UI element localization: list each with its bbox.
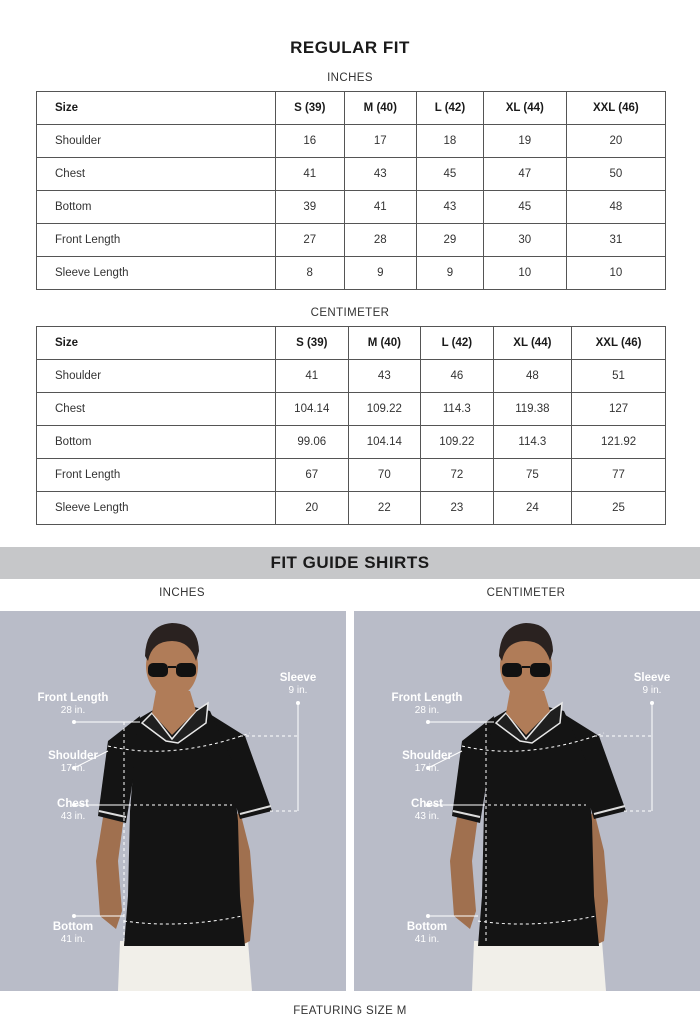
measurement-value: 41 [276,158,345,191]
table-row [37,224,666,257]
table-row [37,492,666,525]
chest-measure: Chest 43 in. [411,798,443,823]
measurement-name: Shoulder [37,125,276,158]
shoulder-measure: Shoulder 17 in. [402,750,452,775]
measurement-value: 127 [572,393,666,426]
measurement-value: 41 [276,360,349,393]
measurement-value: 114.3 [493,426,571,459]
table-header-row [37,92,666,125]
measurement-value: 48 [493,360,571,393]
measurement-value: 25 [572,492,666,525]
measurement-value: 39 [276,191,345,224]
sunglasses-left [502,663,522,677]
measurement-value: 109.22 [421,426,494,459]
chest-measure: Chest 43 in. [57,798,89,823]
measurement-value: 20 [276,492,349,525]
measurement-value: 48 [566,191,665,224]
header-size-column: M (40) [348,327,421,360]
measurement-value: 119.38 [493,393,571,426]
measurement-value: 18 [417,125,484,158]
measurement-value: 47 [483,158,566,191]
measurement-value: 24 [493,492,571,525]
measurement-value: 17 [344,125,417,158]
measurement-value: 43 [344,158,417,191]
shoulder-measure: Shoulder 17 in. [48,750,98,775]
header-size-column: XXL (46) [566,92,665,125]
measurement-value: 43 [417,191,484,224]
left-arm [96,811,124,929]
measurement-name: Shoulder [37,360,276,393]
measurement-value: 104.14 [348,426,421,459]
measurement-value: 29 [417,224,484,257]
measurement-value: 20 [566,125,665,158]
header-size-column: XL (44) [493,327,571,360]
fit-guide-inches-label: INCHES [159,587,205,599]
measurement-value: 104.14 [276,393,349,426]
sunglasses-right [530,663,550,677]
measurement-value: 109.22 [348,393,421,426]
sunglasses-left [148,663,168,677]
header-size-column: M (40) [344,92,417,125]
page-title: REGULAR FIT [290,38,410,57]
table-row [37,191,666,224]
inches-table-label: INCHES [327,72,373,84]
measurement-name: Chest [37,158,276,191]
measurement-value: 43 [348,360,421,393]
bottom-measure: Bottom 41 in. [52,921,94,946]
measurement-value: 75 [493,459,571,492]
measurement-value: 72 [421,459,494,492]
measurement-value: 10 [483,257,566,290]
measurement-value: 50 [566,158,665,191]
sleeve-measure: Sleeve 9 in. [633,672,671,697]
measurement-value: 23 [421,492,494,525]
measurement-value: 45 [483,191,566,224]
header-size-column: L (42) [421,327,494,360]
header-size-column: XL (44) [483,92,566,125]
table-row [37,426,666,459]
table-header-row [37,327,666,360]
featuring-size-note: FEATURING SIZE M [293,1005,407,1017]
measurement-value: 45 [417,158,484,191]
header-size-column: S (39) [276,92,345,125]
measurement-value: 19 [483,125,566,158]
centimeter-size-table [36,326,666,525]
measurement-name: Bottom [37,426,276,459]
table-row [37,459,666,492]
table-row [37,360,666,393]
inches-size-table [36,91,666,290]
header-size-column: L (42) [417,92,484,125]
pants [472,941,606,991]
measurement-value: 77 [572,459,666,492]
measurement-value: 70 [348,459,421,492]
measurement-value: 10 [566,257,665,290]
table-row [37,125,666,158]
measurement-value: 8 [276,257,345,290]
bottom-measure: Bottom 41 in. [406,921,448,946]
measurement-value: 67 [276,459,349,492]
measurement-value: 16 [276,125,345,158]
header-size-column: S (39) [276,327,349,360]
measurement-value: 51 [572,360,666,393]
measurement-name: Front Length [37,459,276,492]
table-row [37,393,666,426]
measurement-value: 121.92 [572,426,666,459]
measurement-value: 99.06 [276,426,349,459]
centimeter-table-label: CENTIMETER [310,307,390,319]
measurement-value: 9 [344,257,417,290]
table-row [37,257,666,290]
measurement-value: 27 [276,224,345,257]
measurement-value: 46 [421,360,494,393]
front-length-measure: Front Length 28 in. [37,692,109,717]
fit-guide-centimeter-label: CENTIMETER [486,587,566,599]
header-size-column: XXL (46) [572,327,666,360]
header-size-label: Size [37,327,276,360]
measurement-value: 28 [344,224,417,257]
measurement-value: 114.3 [421,393,494,426]
measurement-name: Front Length [37,224,276,257]
header-size-label: Size [37,92,276,125]
sunglasses-right [176,663,196,677]
measurement-name: Sleeve Length [37,257,276,290]
fit-guide-panel-inches [0,611,346,991]
table-row [37,158,666,191]
sleeve-measure: Sleeve 9 in. [279,672,317,697]
measurement-value: 31 [566,224,665,257]
measurement-value: 30 [483,224,566,257]
front-length-measure: Front Length 28 in. [391,692,463,717]
left-arm [450,811,478,929]
measurement-name: Sleeve Length [37,492,276,525]
measurement-name: Bottom [37,191,276,224]
measurement-value: 9 [417,257,484,290]
measurement-name: Chest [37,393,276,426]
pants [118,941,252,991]
measurement-value: 22 [348,492,421,525]
measurement-value: 41 [344,191,417,224]
fit-guide-title: FIT GUIDE SHIRTS [0,547,700,579]
fit-guide-panel-centimeter [354,611,700,991]
